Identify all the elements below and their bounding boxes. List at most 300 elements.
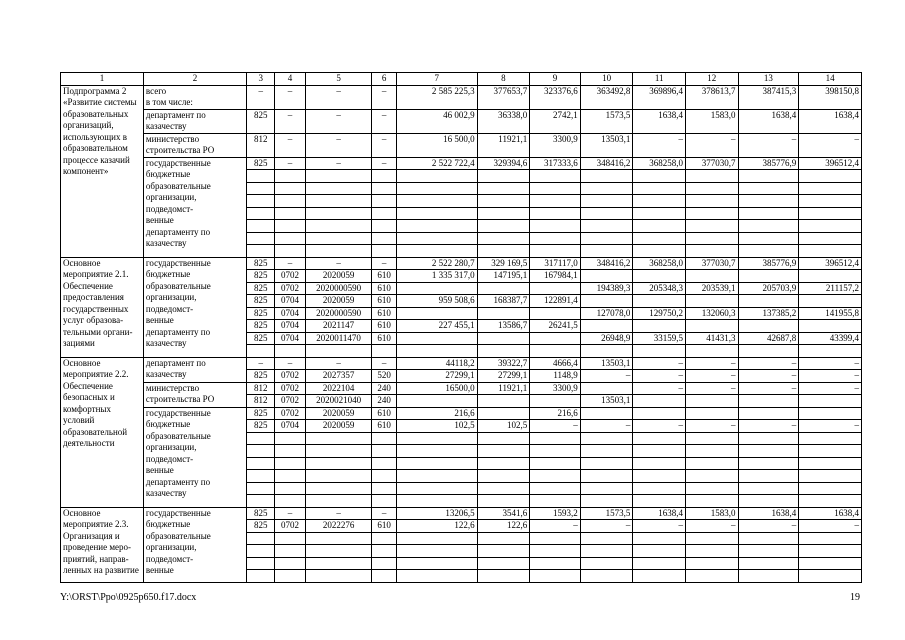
value-cell	[372, 207, 396, 220]
executor-cell: государственные бюджетные образовательные организации, подведомст- венные департаменту по казачеству	[143, 257, 246, 357]
value-cell	[396, 570, 477, 583]
executor-cell: министерство строительства РО	[143, 382, 246, 407]
value-cell: 13206,5	[396, 507, 477, 520]
value-cell	[799, 532, 862, 545]
table-row	[61, 133, 862, 157]
value-cell: 2020000590	[305, 282, 372, 295]
value-cell	[530, 232, 581, 245]
value-cell	[275, 470, 305, 483]
value-cell: 323376,6	[530, 85, 581, 109]
value-cell	[580, 170, 633, 183]
executor-cell: министерство строительства РО	[143, 133, 246, 157]
value-cell	[580, 270, 633, 283]
value-cell	[530, 220, 581, 233]
value-cell: 396512,4	[799, 157, 862, 170]
value-cell: –	[633, 520, 686, 533]
value-cell: 610	[372, 520, 396, 533]
value-cell	[685, 182, 738, 195]
value-cell: 102,5	[477, 420, 530, 433]
value-cell	[580, 220, 633, 233]
value-cell: –	[372, 507, 396, 520]
value-cell: 44118,2	[396, 357, 477, 370]
value-cell	[247, 470, 275, 483]
value-cell: 205703,9	[738, 282, 799, 295]
value-cell	[477, 445, 530, 458]
value-cell	[633, 170, 686, 183]
value-cell: 147195,1	[477, 270, 530, 283]
executor-cell: государственные бюджетные образовательные организации, подведомст- венные департаменту по казачеству	[143, 407, 246, 507]
value-cell	[372, 432, 396, 445]
value-cell: –	[685, 133, 738, 157]
value-cell	[396, 182, 477, 195]
value-cell: 329394,6	[477, 157, 530, 170]
value-cell: 13586,7	[477, 320, 530, 333]
value-cell	[738, 270, 799, 283]
value-cell: 610	[372, 270, 396, 283]
value-cell: 194389,3	[580, 282, 633, 295]
value-cell	[275, 532, 305, 545]
value-cell	[275, 245, 305, 258]
value-cell	[305, 545, 372, 558]
table-body	[61, 85, 862, 582]
value-cell: 2020059	[305, 420, 372, 433]
value-cell	[580, 470, 633, 483]
value-cell: 137385,2	[738, 307, 799, 320]
value-cell	[477, 220, 530, 233]
value-cell	[738, 195, 799, 208]
executor-cell: департамент по казачеству	[143, 357, 246, 382]
value-cell: 1583,0	[685, 507, 738, 520]
value-cell: 2021147	[305, 320, 372, 333]
value-cell	[396, 207, 477, 220]
value-cell: 1638,4	[738, 507, 799, 520]
value-cell: 812	[247, 382, 275, 395]
value-cell: 377030,7	[685, 257, 738, 270]
value-cell	[799, 482, 862, 495]
value-cell	[305, 570, 372, 583]
value-cell	[247, 557, 275, 570]
value-cell: 378613,7	[685, 85, 738, 109]
value-cell: 39322,7	[477, 357, 530, 370]
value-cell: –	[580, 420, 633, 433]
value-cell	[372, 195, 396, 208]
value-cell	[275, 557, 305, 570]
value-cell: –	[738, 370, 799, 383]
value-cell	[799, 245, 862, 258]
value-cell: –	[305, 357, 372, 370]
value-cell: 2 522 280,7	[396, 257, 477, 270]
value-cell	[685, 270, 738, 283]
value-cell: –	[633, 370, 686, 383]
value-cell	[530, 332, 581, 345]
value-cell	[396, 445, 477, 458]
header-cell: 1	[61, 73, 144, 86]
table-row	[61, 157, 862, 170]
value-cell	[685, 170, 738, 183]
value-cell: –	[685, 370, 738, 383]
value-cell	[738, 320, 799, 333]
value-cell: 216,6	[396, 407, 477, 420]
value-cell	[738, 570, 799, 583]
value-cell	[372, 495, 396, 508]
value-cell: 2022276	[305, 520, 372, 533]
value-cell	[799, 545, 862, 558]
value-cell: 122,6	[477, 520, 530, 533]
value-cell: 825	[247, 407, 275, 420]
executor-cell: всего в том числе:	[143, 85, 246, 109]
value-cell	[799, 170, 862, 183]
value-cell: 363492,8	[580, 85, 633, 109]
value-cell	[799, 220, 862, 233]
value-cell: 227 455,1	[396, 320, 477, 333]
value-cell	[530, 170, 581, 183]
value-cell: 27299,1	[477, 370, 530, 383]
value-cell: 11921,1	[477, 133, 530, 157]
value-cell	[799, 207, 862, 220]
value-cell: 211157,2	[799, 282, 862, 295]
value-cell	[477, 207, 530, 220]
value-cell	[580, 545, 633, 558]
value-cell	[275, 457, 305, 470]
value-cell: –	[738, 420, 799, 433]
value-cell	[247, 207, 275, 220]
value-cell	[275, 195, 305, 208]
executor-cell: государственные бюджетные образовательные организации, подведомст- венные	[143, 507, 246, 582]
value-cell	[396, 195, 477, 208]
value-cell	[396, 245, 477, 258]
value-cell	[530, 282, 581, 295]
value-cell: 4666,4	[530, 357, 581, 370]
value-cell	[738, 345, 799, 358]
value-cell	[305, 495, 372, 508]
value-cell: –	[738, 133, 799, 157]
value-cell: –	[372, 257, 396, 270]
value-cell: –	[275, 85, 305, 109]
value-cell: 3300,9	[530, 382, 581, 395]
value-cell	[685, 557, 738, 570]
value-cell	[275, 432, 305, 445]
value-cell	[799, 470, 862, 483]
header-cell: 8	[477, 73, 530, 86]
value-cell: 825	[247, 370, 275, 383]
value-cell	[275, 570, 305, 583]
value-cell	[247, 532, 275, 545]
table-row	[61, 109, 862, 133]
value-cell	[477, 457, 530, 470]
value-cell	[275, 545, 305, 558]
value-cell: 317333,6	[530, 157, 581, 170]
value-cell	[738, 557, 799, 570]
value-cell: –	[685, 520, 738, 533]
value-cell: 36338,0	[477, 109, 530, 133]
value-cell: –	[275, 357, 305, 370]
value-cell	[685, 545, 738, 558]
value-cell	[685, 432, 738, 445]
value-cell: 2742,1	[530, 109, 581, 133]
value-cell	[372, 557, 396, 570]
value-cell	[530, 182, 581, 195]
header-cell: 4	[275, 73, 305, 86]
value-cell: 203539,1	[685, 282, 738, 295]
value-cell: 0702	[275, 407, 305, 420]
value-cell: 13503,1	[580, 357, 633, 370]
value-cell	[477, 470, 530, 483]
value-cell: –	[372, 357, 396, 370]
value-cell	[799, 232, 862, 245]
value-cell	[633, 345, 686, 358]
value-cell: –	[305, 157, 372, 170]
value-cell	[799, 495, 862, 508]
value-cell: –	[799, 520, 862, 533]
value-cell	[799, 570, 862, 583]
value-cell	[799, 345, 862, 358]
value-cell: –	[372, 133, 396, 157]
value-cell: –	[372, 157, 396, 170]
value-cell	[738, 170, 799, 183]
value-cell	[633, 220, 686, 233]
value-cell	[685, 245, 738, 258]
value-cell	[633, 295, 686, 308]
value-cell	[530, 482, 581, 495]
value-cell	[685, 457, 738, 470]
header-cell: 3	[247, 73, 275, 86]
value-cell	[580, 182, 633, 195]
value-cell	[738, 220, 799, 233]
program-name-cell: Основное мероприятие 2.2. Обеспечение безопасных и комфортных условий образовательной деятельности	[61, 357, 144, 507]
value-cell: 0702	[275, 520, 305, 533]
value-cell	[305, 532, 372, 545]
value-cell	[372, 182, 396, 195]
value-cell: 1 335 317,0	[396, 270, 477, 283]
table-row	[61, 257, 862, 270]
value-cell: 0702	[275, 382, 305, 395]
value-cell: 205348,3	[633, 282, 686, 295]
value-cell: 385776,9	[738, 257, 799, 270]
value-cell: 1638,4	[799, 507, 862, 520]
value-cell: –	[580, 520, 633, 533]
value-cell: –	[275, 133, 305, 157]
value-cell	[247, 570, 275, 583]
value-cell	[275, 482, 305, 495]
header-cell: 9	[530, 73, 581, 86]
value-cell	[530, 495, 581, 508]
value-cell	[247, 432, 275, 445]
value-cell: 2 585 225,3	[396, 85, 477, 109]
value-cell	[477, 245, 530, 258]
value-cell: –	[738, 382, 799, 395]
value-cell	[738, 545, 799, 558]
value-cell	[633, 320, 686, 333]
value-cell	[799, 395, 862, 408]
value-cell	[580, 195, 633, 208]
value-cell: –	[685, 382, 738, 395]
value-cell: 13503,1	[580, 395, 633, 408]
value-cell: 610	[372, 307, 396, 320]
value-cell	[530, 470, 581, 483]
value-cell	[580, 495, 633, 508]
value-cell: 2027357	[305, 370, 372, 383]
value-cell	[530, 570, 581, 583]
value-cell	[477, 307, 530, 320]
value-cell	[396, 457, 477, 470]
value-cell	[530, 395, 581, 408]
footer-file-path: Y:\ORST\Ppo\0925p650.f17.docx	[60, 592, 197, 603]
program-name-cell: Основное мероприятие 2.3. Организация и проведение меро- приятий, направ- ленных на развитие	[61, 507, 144, 582]
value-cell: 825	[247, 157, 275, 170]
value-cell: –	[580, 370, 633, 383]
value-cell: –	[738, 520, 799, 533]
value-cell: 520	[372, 370, 396, 383]
value-cell: –	[799, 370, 862, 383]
value-cell	[633, 495, 686, 508]
value-cell	[275, 182, 305, 195]
value-cell	[685, 395, 738, 408]
value-cell	[685, 532, 738, 545]
table-row	[61, 507, 862, 520]
value-cell	[738, 482, 799, 495]
value-cell	[530, 545, 581, 558]
value-cell	[305, 457, 372, 470]
value-cell: –	[799, 357, 862, 370]
value-cell: 1583,0	[685, 109, 738, 133]
value-cell	[738, 207, 799, 220]
value-cell: 610	[372, 332, 396, 345]
value-cell	[275, 495, 305, 508]
value-cell: 1573,5	[580, 507, 633, 520]
value-cell: 825	[247, 109, 275, 133]
value-cell: 387415,3	[738, 85, 799, 109]
value-cell	[799, 270, 862, 283]
value-cell	[738, 182, 799, 195]
value-cell: 3541,6	[477, 507, 530, 520]
value-cell	[580, 295, 633, 308]
value-cell	[530, 557, 581, 570]
value-cell	[580, 207, 633, 220]
value-cell	[633, 270, 686, 283]
value-cell: 127078,0	[580, 307, 633, 320]
value-cell: –	[633, 133, 686, 157]
value-cell	[477, 570, 530, 583]
value-cell: 240	[372, 382, 396, 395]
value-cell: –	[372, 85, 396, 109]
header-cell: 12	[685, 73, 738, 86]
value-cell	[477, 395, 530, 408]
value-cell	[580, 445, 633, 458]
value-cell: –	[305, 257, 372, 270]
value-cell: 3300,9	[530, 133, 581, 157]
value-cell: 13503,1	[580, 133, 633, 157]
value-cell	[738, 457, 799, 470]
value-cell: –	[799, 382, 862, 395]
value-cell: –	[305, 133, 372, 157]
value-cell	[685, 445, 738, 458]
value-cell	[247, 545, 275, 558]
value-cell: 26241,5	[530, 320, 581, 333]
value-cell	[275, 170, 305, 183]
value-cell	[275, 445, 305, 458]
value-cell	[305, 182, 372, 195]
value-cell: 168387,7	[477, 295, 530, 308]
value-cell	[738, 295, 799, 308]
value-cell: 0704	[275, 420, 305, 433]
value-cell	[372, 445, 396, 458]
value-cell	[799, 182, 862, 195]
value-cell	[372, 532, 396, 545]
value-cell: 825	[247, 307, 275, 320]
value-cell	[247, 457, 275, 470]
value-cell	[372, 220, 396, 233]
value-cell: 42687,8	[738, 332, 799, 345]
value-cell	[372, 170, 396, 183]
table-row	[61, 407, 862, 420]
value-cell	[633, 195, 686, 208]
value-cell	[396, 532, 477, 545]
value-cell	[372, 457, 396, 470]
value-cell	[396, 470, 477, 483]
value-cell	[738, 532, 799, 545]
value-cell: 368258,0	[633, 257, 686, 270]
value-cell	[275, 232, 305, 245]
value-cell: 33159,5	[633, 332, 686, 345]
value-cell: 2022104	[305, 382, 372, 395]
value-cell	[633, 432, 686, 445]
value-cell: –	[530, 520, 581, 533]
value-cell: –	[738, 357, 799, 370]
value-cell: 167984,1	[530, 270, 581, 283]
value-cell: –	[685, 420, 738, 433]
value-cell: 132060,3	[685, 307, 738, 320]
value-cell	[580, 345, 633, 358]
value-cell: 2020021040	[305, 395, 372, 408]
value-cell	[247, 170, 275, 183]
value-cell	[477, 495, 530, 508]
value-cell: 2020000590	[305, 307, 372, 320]
value-cell: 377653,7	[477, 85, 530, 109]
value-cell	[396, 482, 477, 495]
value-cell: 610	[372, 295, 396, 308]
value-cell	[477, 345, 530, 358]
budget-table	[60, 72, 862, 583]
value-cell	[477, 282, 530, 295]
value-cell	[530, 245, 581, 258]
value-cell	[372, 570, 396, 583]
value-cell: 825	[247, 332, 275, 345]
value-cell	[633, 445, 686, 458]
value-cell	[738, 395, 799, 408]
value-cell: –	[275, 109, 305, 133]
value-cell: 610	[372, 407, 396, 420]
value-cell	[477, 545, 530, 558]
value-cell	[396, 307, 477, 320]
header-cell: 14	[799, 73, 862, 86]
value-cell: 1638,4	[738, 109, 799, 133]
value-cell	[275, 345, 305, 358]
value-cell	[738, 470, 799, 483]
value-cell	[685, 220, 738, 233]
value-cell	[396, 220, 477, 233]
value-cell: 348416,2	[580, 257, 633, 270]
value-cell	[396, 282, 477, 295]
value-cell: –	[530, 420, 581, 433]
value-cell	[580, 532, 633, 545]
value-cell: 825	[247, 507, 275, 520]
value-cell: 46 002,9	[396, 109, 477, 133]
executor-cell: государственные бюджетные образовательные организации, подведомст- венные департаменту по казачеству	[143, 157, 246, 257]
value-cell	[738, 495, 799, 508]
value-cell: –	[799, 133, 862, 157]
value-cell	[477, 532, 530, 545]
value-cell	[477, 182, 530, 195]
